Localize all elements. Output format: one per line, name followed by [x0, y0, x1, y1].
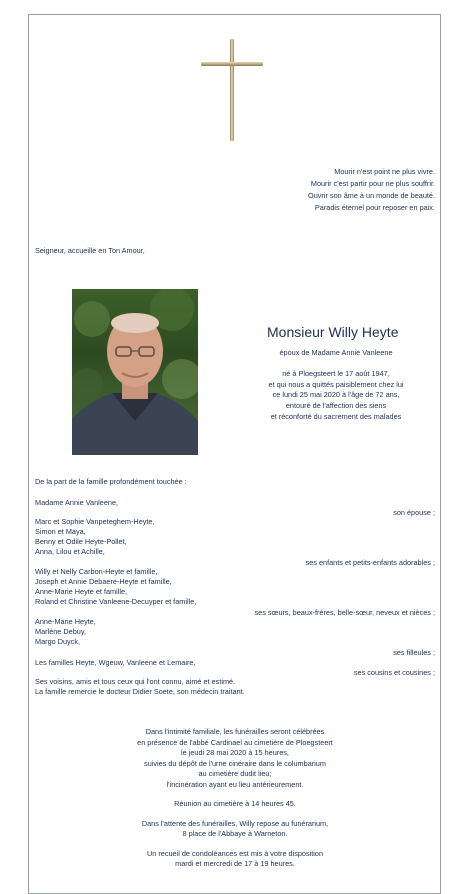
funeral-line: suivies du dépôt de l'urne cinéraire dans le columbarium: [144, 758, 326, 768]
biography: [236, 368, 436, 422]
poem-line: Mourir n'est point ne plus vivre.: [334, 167, 435, 176]
bio-line: et réconforté du sacrement des malades: [270, 412, 402, 421]
funeral-line: Réunion au cimetière à 14 heures 45.: [174, 799, 296, 808]
funeral-line: Dans l'intimité familiale, les funérailles seront célébrées: [145, 727, 325, 736]
bio-line: entouré de l'affection des siens: [285, 401, 387, 410]
family-relation: son épouse ;: [393, 508, 435, 517]
bio-line: né à Ploegsteert le 17 août 1947,: [282, 369, 390, 378]
family-member: Ses voisins, amis et tous ceux qui l'ont connu, aimé et estimé.: [35, 677, 236, 686]
family-member: Anna, Lilou et Achille,: [35, 547, 105, 556]
family-group: [35, 517, 155, 557]
family-relation: ses sœurs, beaux-frères, belle-sœur, neveux et nièces ;: [254, 608, 435, 617]
family-member: Simon et Maya,: [35, 527, 86, 536]
family-member: Benny et Odile Heyte-Pollet,: [35, 537, 127, 546]
poem-line: Mourir c'est partir pour ne plus souffrir.: [310, 179, 435, 188]
family-member: Marlène Debuy,: [35, 627, 86, 636]
family-member: Anne-Marie Heyte et famille,: [35, 587, 128, 596]
family-relation: ses cousins et cousines ;: [353, 668, 435, 677]
family-member: Willy et Nelly Carbon-Heyte et famille,: [35, 567, 158, 576]
funeral-line: mardi et mercredi de 17 à 19 heures.: [175, 859, 295, 868]
funeral-details: [100, 727, 370, 870]
bio-line: et qui nous a quittés paisiblement chez lui: [268, 380, 404, 389]
family-relation: ses enfants et petits-enfants adorables ;: [305, 558, 435, 567]
funeral-line: au cimetière dudit lieu;: [198, 769, 272, 778]
family-member: Marc et Sophie Vanpeteghem-Heyte,: [35, 517, 155, 526]
family-member: Roland et Christine Vanleene-Decuyper et famille,: [35, 597, 197, 606]
poem-line: Paradis éternel pour reposer en paix.: [314, 203, 435, 212]
family-member: La famille remercie le docteur Didier Soete, son médecin traitant.: [35, 687, 245, 696]
bio-line: ce lundi 25 mai 2020 à l'âge de 72 ans,: [272, 390, 400, 399]
portrait-photo: [72, 289, 198, 455]
greeting: Seigneur, accueille en Ton Amour,: [35, 246, 145, 255]
portrait-image: [72, 289, 198, 455]
family-member: Anne-Marie Heyte,: [35, 617, 96, 626]
funeral-line: l'incinération ayant eu lieu antérieurement.: [166, 779, 304, 789]
funeral-line: 8 place de l'Abbaye à Warneton.: [182, 829, 288, 838]
family-member: Madame Annie Vanleene,: [35, 498, 119, 507]
spouse-line: époux de Madame Annie Vanleene: [279, 348, 393, 357]
family-member: Les familles Heyte, Wgeuw, Vanleene et Lemaire,: [35, 658, 196, 667]
funeral-line: le jeudi 28 mai 2020 à 15 heures,: [181, 748, 289, 757]
family-relation: ses filleules ;: [393, 648, 435, 657]
family-group: [35, 567, 196, 607]
family-intro: De la part de la famille profondément touchée :: [35, 477, 187, 486]
poem: [308, 166, 435, 214]
funeral-line: Dans l'attente des funérailles, Willy repose au funérarium,: [141, 818, 329, 828]
funeral-line: Un recueil de condoléances est mis à votre disposition: [146, 848, 324, 858]
family-member: Joseph et Annie Debaere-Heyte et famille,: [35, 577, 172, 586]
deceased-name: Monsieur Willy Heyte: [267, 324, 399, 340]
family-group: [35, 677, 245, 697]
family-member: Margo Duyck,: [35, 637, 81, 646]
poem-line: Ouvrir son âme à un monde de beauté.: [308, 191, 435, 200]
cross-icon: [201, 39, 265, 141]
family-group: [35, 617, 96, 647]
funeral-line: en présence de l'abbé Cardinael au cimetière de Ploegsteert: [137, 737, 333, 747]
